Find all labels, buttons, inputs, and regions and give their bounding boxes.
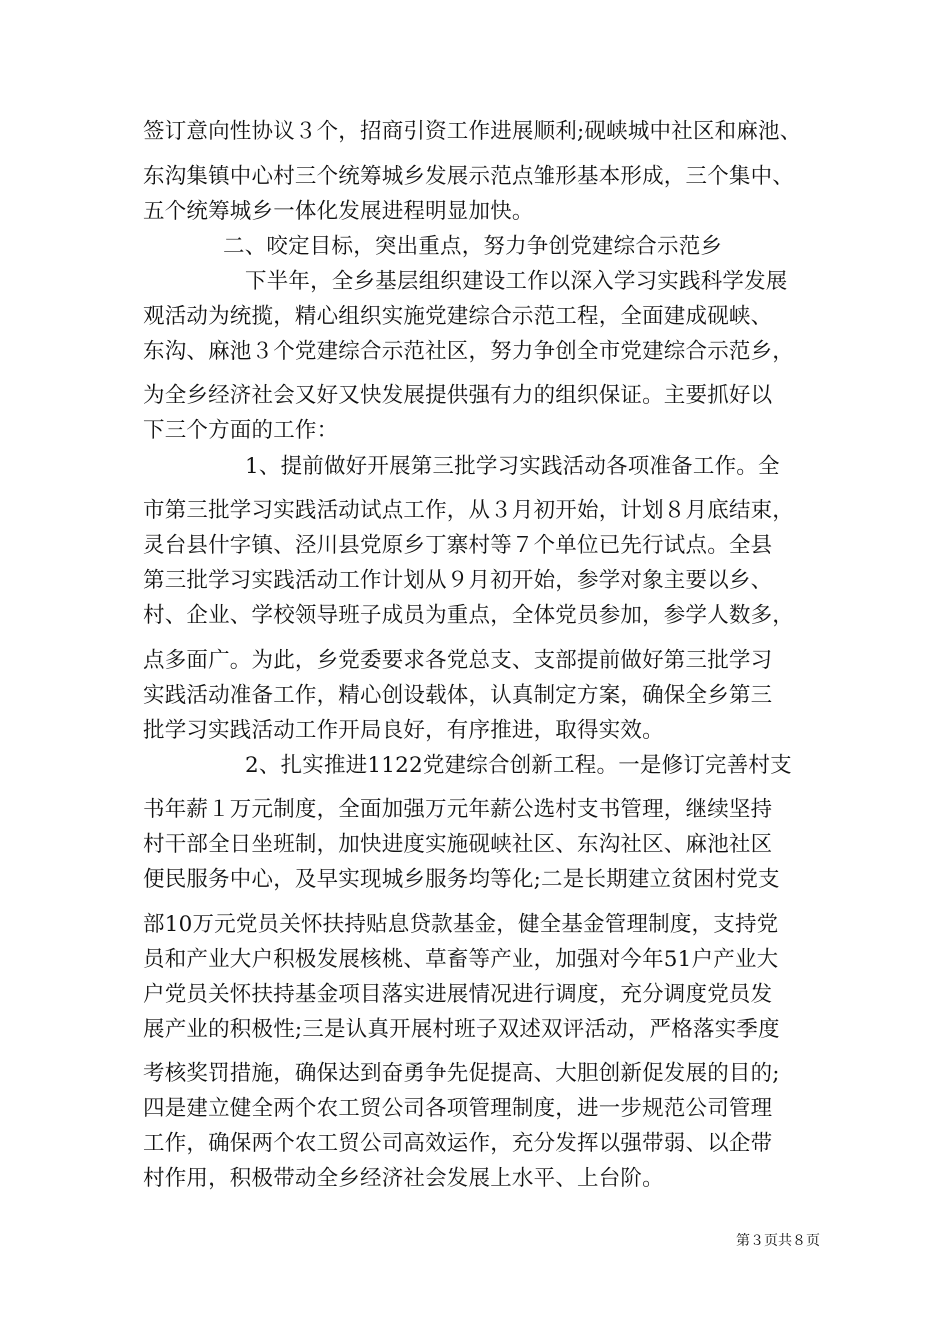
text-line: 部10万元党员关怀扶持贴息贷款基金，健全基金管理制度，支持党 bbox=[143, 912, 779, 937]
text-line: 书年薪１万元制度，全面加强万元年薪公选村支书管理，继续坚持 bbox=[143, 797, 773, 822]
text-line: 下三个方面的工作： bbox=[143, 418, 339, 443]
text-line: 东沟集镇中心村三个统筹城乡发展示范点雏形基本形成，三个集中、 bbox=[143, 164, 795, 189]
section-heading: 二、咬定目标，突出重点，努力争创党建综合示范乡 bbox=[223, 234, 723, 259]
text-line: 下半年，全乡基层组织建设工作以深入学习实践科学发展 bbox=[245, 269, 788, 294]
text-line: 员和产业大户积极发展核桃、草畜等产业，加强对今年51户产业大 bbox=[143, 947, 779, 972]
text-line: 考核奖罚措施，确保达到奋勇争先促提高、大胆创新促发展的目的; bbox=[143, 1061, 780, 1086]
text-line: 签订意向性协议３个，招商引资工作进展顺利;砚峡城中社区和麻池、 bbox=[143, 119, 802, 144]
text-line: 村、企业、学校领导班子成员为重点，全体党员参加，参学人数多， bbox=[143, 603, 795, 628]
text-line: 点多面广。为此，乡党委要求各党总支、支部提前做好第三批学习 bbox=[143, 648, 773, 673]
text-line: 实践活动准备工作，精心创设载体，认真制定方案，确保全乡第三 bbox=[143, 683, 773, 708]
text-line: 户党员关怀扶持基金项目落实进展情况进行调度，充分调度党员发 bbox=[143, 982, 773, 1007]
text-line: 便民服务中心，及早实现城乡服务均等化;二是长期建立贫困村党支 bbox=[143, 867, 780, 892]
text-line: 为全乡经济社会又好又快发展提供强有力的组织保证。主要抓好以 bbox=[143, 383, 773, 408]
text-line: 观活动为统揽，精心组织实施党建综合示范工程，全面建成砚峡、 bbox=[143, 304, 773, 329]
text-line: 灵台县什字镇、泾川县党原乡丁寨村等７个单位已先行试点。全县 bbox=[143, 533, 773, 558]
text-line: 展产业的积极性;三是认真开展村班子双述双评活动，严格落实季度 bbox=[143, 1017, 780, 1042]
text-line: 东沟、麻池３个党建综合示范社区，努力争创全市党建综合示范乡， bbox=[143, 339, 795, 364]
text-line: 村作用，积极带动全乡经济社会发展上水平、上台阶。 bbox=[143, 1166, 664, 1191]
text-line: 五个统筹城乡一体化发展进程明显加快。 bbox=[143, 199, 534, 224]
text-line: 四是建立健全两个农工贸公司各项管理制度，进一步规范公司管理 bbox=[143, 1096, 773, 1121]
text-line: 村干部全日坐班制，加快进度实施砚峡社区、东沟社区、麻池社区 bbox=[143, 832, 773, 857]
page-number: 第３页共８页 bbox=[736, 1233, 820, 1249]
text-line: 第三批学习实践活动工作计划从９月初开始，参学对象主要以乡、 bbox=[143, 568, 773, 593]
text-line: 批学习实践活动工作开局良好，有序推进，取得实效。 bbox=[143, 718, 664, 743]
text-line: 1、提前做好开展第三批学习实践活动各项准备工作。全 bbox=[245, 454, 780, 479]
text-line: 市第三批学习实践活动试点工作，从３月初开始，计划８月底结束， bbox=[143, 498, 795, 523]
text-line: 工作，确保两个农工贸公司高效运作，充分发挥以强带弱、以企带 bbox=[143, 1131, 773, 1156]
text-line: 2、扎实推进1122党建综合创新工程。一是修订完善村支 bbox=[245, 753, 792, 778]
